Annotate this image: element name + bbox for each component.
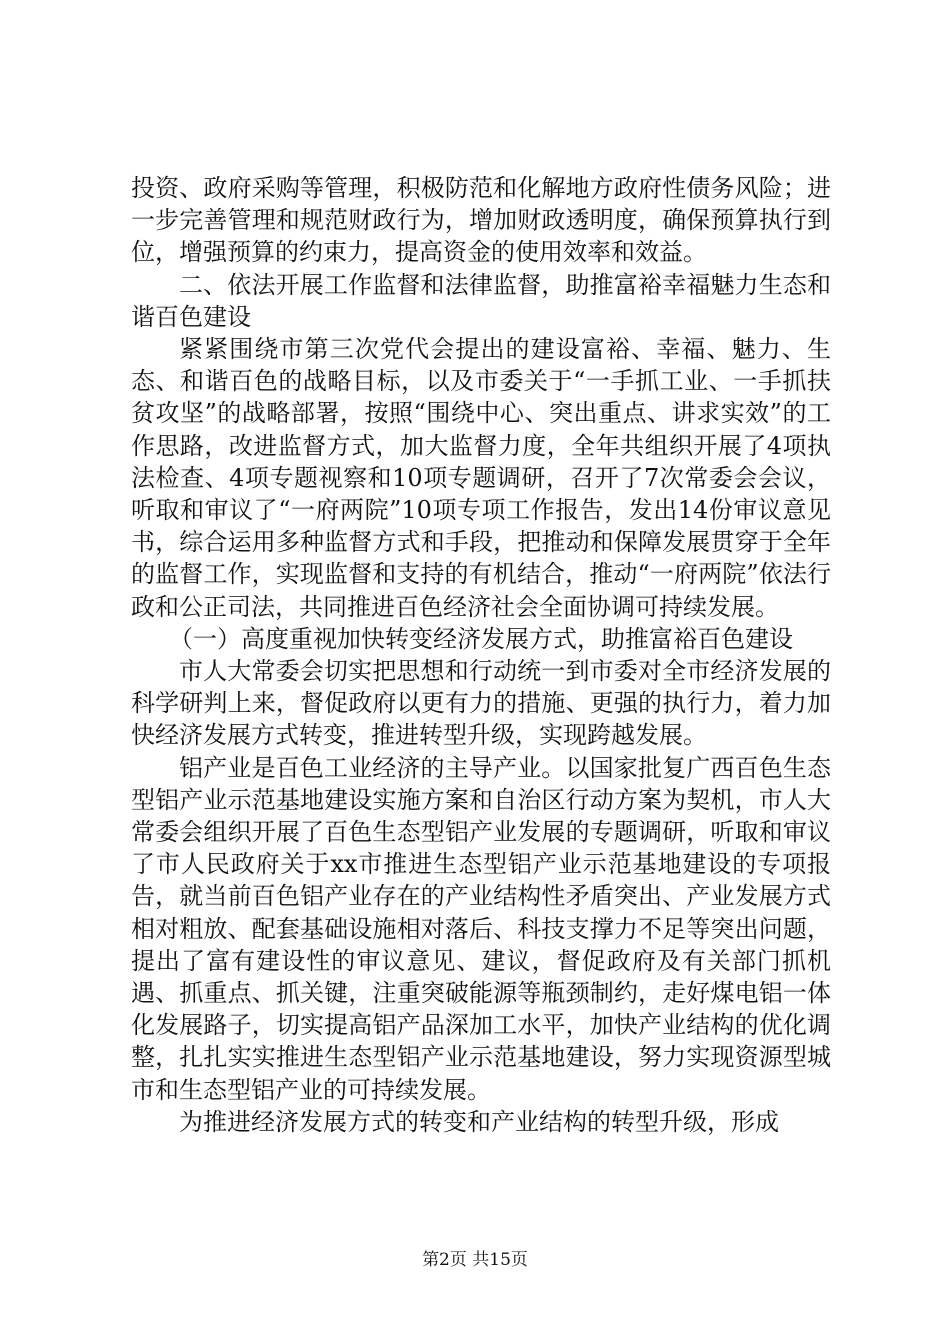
section-heading-two: 二、依法开展工作监督和法律监督，助推富裕幸福魅力生态和谐百色建设	[131, 270, 831, 331]
paragraph-continuation: 投资、政府采购等管理，积极防范和化解地方政府性债务风险；进一步完善管理和规范财政行为，增加财政透明度，确保预算执行到位，增强预算的约束力，提高资金的使用效率和效益。	[131, 174, 831, 267]
subsection-heading-one: （一）高度重视加快转变经济发展方式，助推富裕百色建设	[169, 624, 793, 653]
paragraph-supervision-overview: 紧紧围绕市第三次党代会提出的建设富裕、幸福、魅力、生态、和谐百色的战略目标，以及市委关于“一手抓工业、一手抓扶贫攻坚”的战略部署，按照“围绕中心、突出重点、讲求实效”的工作思路，改进监督方式，加大监督力度，全年共组织开展了4项执法检查、4项专题视察和10项专题调研，召开了7次常委会会议，听取和审议了“一府两院”10项专项工作报告，发出14份审议意见书，综合运用多种监督方式和手段，把推动和保障发展贯穿于全年的监督工作，实现监督和支持的有机结合，推动“一府两院”依法行政和公正司法，共同推进百色经济社会全面协调可持续发展。	[131, 335, 831, 621]
paragraph-trailing: 为推进经济发展方式的转变和产业结构的转型升级，形成	[179, 1107, 779, 1136]
paragraph-aluminum-industry: 铝产业是百色工业经济的主导产业。以国家批复广西百色生态型铝产业示范基地建设实施方案和自治区行动方案为契机，市人大常委会组织开展了百色生态型铝产业发展的专题调研，听取和审议了市人民政府关于xx市推进生态型铝产业示范基地建设的专项报告，就当前百色铝产业存在的产业结构性矛盾突出、产业发展方式相对粗放、配套基础设施相对落后、科技支撑力不足等突出问题，提出了富有建设性的审议意见、建议，督促政府及有关部门抓机遇、抓重点、抓关键，注重突破能源等瓶颈制约，走好煤电铝一体化发展路子，切实提高铝产品深加工水平，加快产业结构的优化调整，扎扎实实推进生态型铝产业示范基地建设，努力实现资源型城市和生态型铝产业的可持续发展。	[131, 753, 831, 1104]
paragraph-economic-transformation: 市人大常委会切实把思想和行动统一到市委对全市经济发展的科学研判上来，督促政府以更有力的措施、更强的执行力，着力加快经济发展方式转变，推进转型升级，实现跨越发展。	[131, 657, 831, 750]
document-body	[131, 172, 831, 1138]
page-footer: 第2页 共15页	[422, 1250, 528, 1270]
